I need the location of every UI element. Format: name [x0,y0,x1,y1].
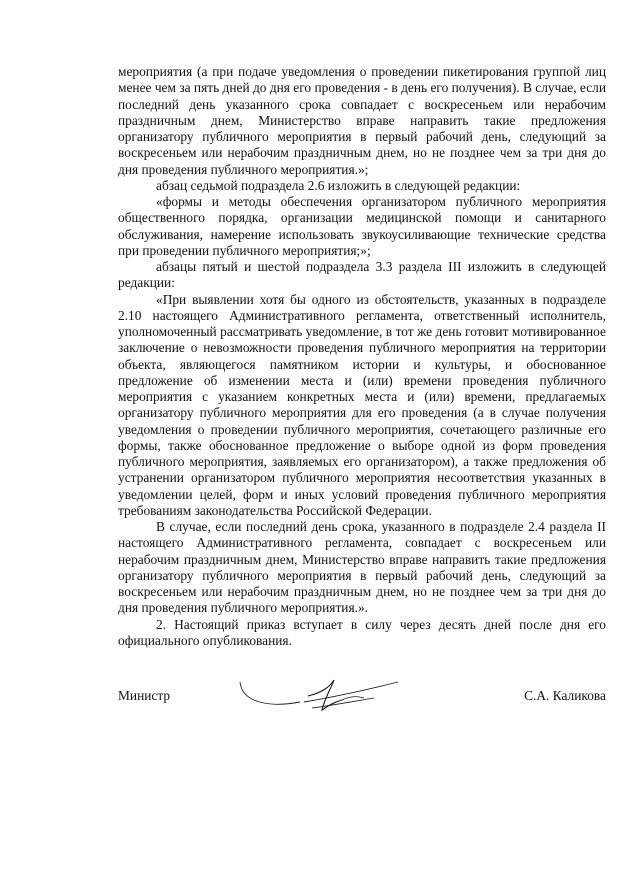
handwritten-signature [238,672,408,722]
signature-block [118,688,606,728]
paragraph-1: мероприятия (а при подаче уведомления о проведении пикетирования группой лиц менее чем за пять дней до дня его проведения - в день его получения). В случае, если последний день указанного срока совпадает с воскресеньем или нерабочим праздничным днем, Министерство вправе направить такие предложения организатору публичного мероприятия в первый рабочий день, следующий за воскресеньем или нерабочим праздничным днем, но не позднее чем за три дня до дня проведения публичного мероприятия.»; [118,64,606,177]
paragraph-2: абзац седьмой подраздела 2.6 изложить в следующей редакции: [156,177,521,193]
paragraph-7: 2. Настоящий приказ вступает в силу через десять дней после дня его официального опубликования. [118,616,606,648]
paragraph-4: абзацы пятый и шестой подраздела 3.3 раздела III изложить в следующей редакции: [118,259,606,291]
signatory-position: Министр [118,688,171,703]
paragraph-6: В случае, если последний день срока, указанного в подразделе 2.4 раздела II настоящего Административного регламента, совпадает с воскресеньем или нерабочим праздничным днем, Министерство вправе направить такие предложения организатору публичного мероприятия в первый рабочий день, следующий за воскресеньем или нерабочим праздничным днем, но не позднее чем за три дня до дня проведения публичного мероприятия.». [118,519,606,616]
document-body [118,64,606,649]
signatory-name: С.А. Каликова [524,688,606,703]
paragraph-3: «формы и методы обеспечения организатором публичного мероприятия общественного порядка, организации медицинской помощи и санитарного обслуживания, намерение использовать звукоусиливающие технические средства при проведении публичного мероприятия;»; [118,194,606,258]
paragraph-5: «При выявлении хотя бы одного из обстоятельств, указанных в подразделе 2.10 настоящего Административного регламента, ответственный исполнитель, уполномоченный рассматривать уведомление, в тот же день готовит мотивированное заключение о невозможности проведения публичного мероприятия на территории объекта, являющегося памятником истории и культуры, и обоснованное предложение об изменении места и (или) времени проведения публичного мероприятия с указанием конкретных места и (или) времени, предлагаемых организатору публичного мероприятия для его проведения (а в случае получения уведомления о проведении публичного мероприятия, сочетающего различные его формы, также обоснованное предложение о выборе одной из форм проведения публичного мероприятия, заявляемых его организатором), а также предложения об устранении организатором публичного мероприятия несоответствия указанных в уведомлении целей, форм и иных условий проведения публичного мероприятия требованиям законодательства Российской Федерации. [118,291,606,518]
